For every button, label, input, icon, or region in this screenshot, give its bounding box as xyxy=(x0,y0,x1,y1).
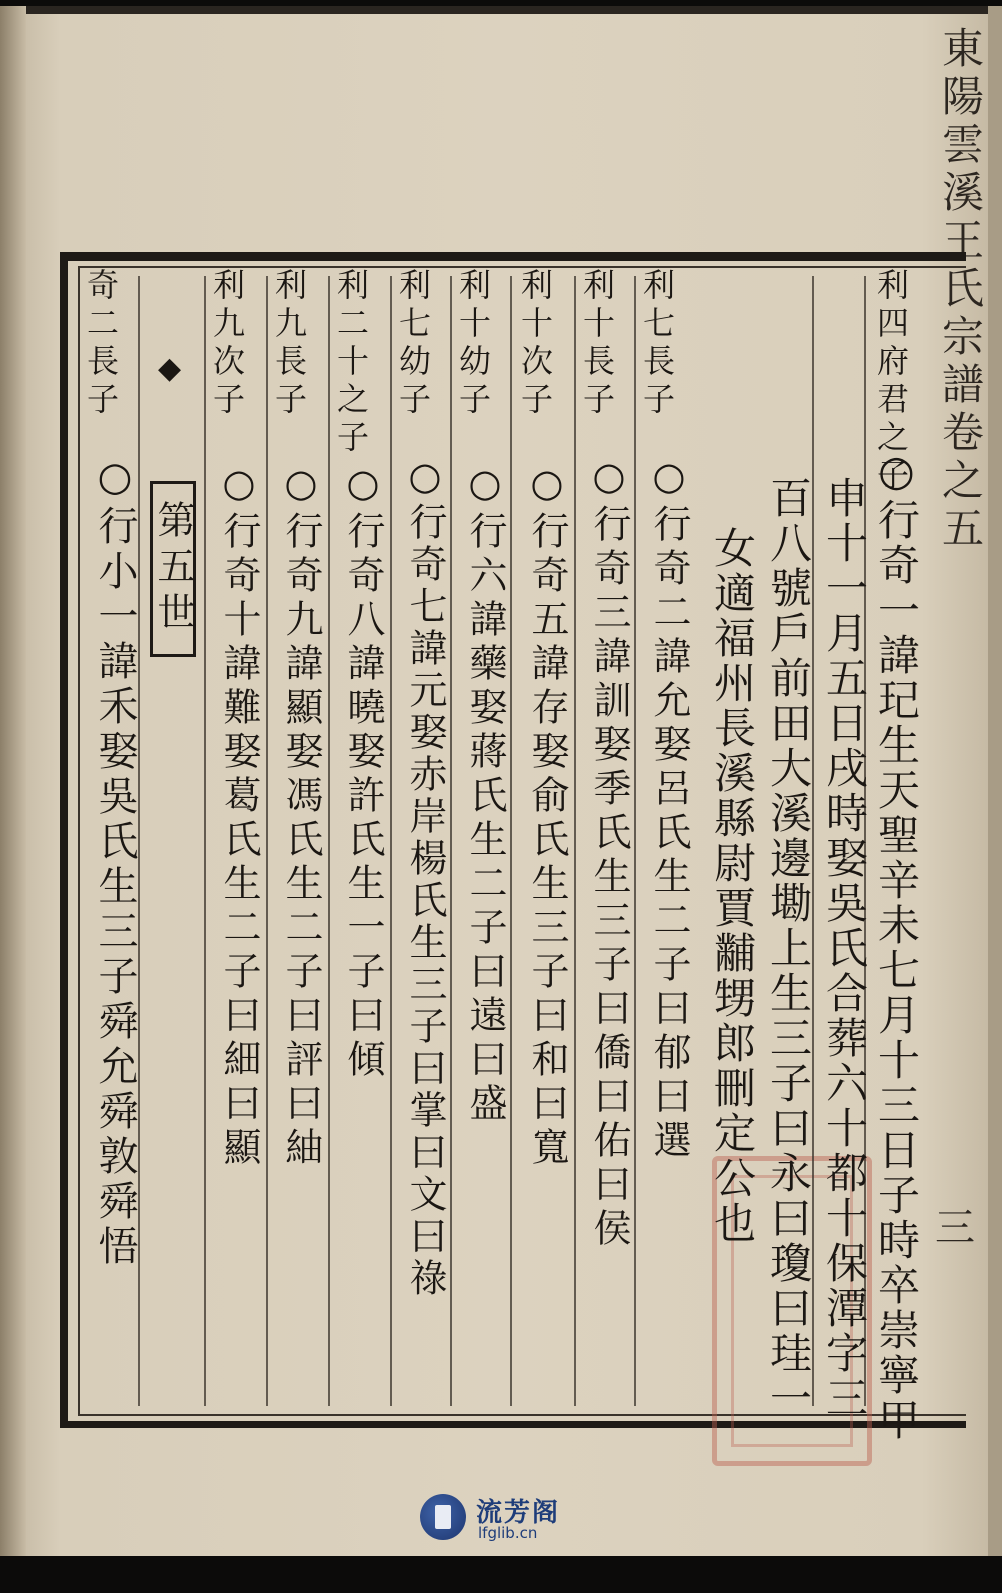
column-12-text: ○行奇十諱難娶葛氏生二子曰細曰顯 xyxy=(217,461,261,1171)
column-6-text: ○行奇三諱訓娶季氏生三子曰僑曰佑曰侯 xyxy=(587,454,631,1252)
column-rule xyxy=(204,276,206,1406)
page-fold-strip xyxy=(988,6,1002,1556)
column-2-text: 申十一月五日戌時娶吳氏合葬六十都十保潭字三 xyxy=(820,476,869,1421)
column-1-relation: 利四府君之子 xyxy=(872,268,910,496)
column-6-relation: 利十長子 xyxy=(578,268,616,420)
column-7-text: ○行奇五諱存娶俞氏生三子曰和曰寬 xyxy=(525,461,569,1171)
column-10-text: ○行奇八諱曉娶許氏生一子曰傾 xyxy=(341,461,385,1083)
genealogy-page xyxy=(0,6,1002,1556)
book-title: 東陽雲溪王氏宗譜 xyxy=(936,26,985,410)
column-5-relation: 利七長子 xyxy=(638,268,676,420)
column-10-relation: 利二十之子 xyxy=(332,268,370,458)
site-watermark xyxy=(420,1492,590,1548)
column-1-text: ○行奇一諱玘生天聖辛未七月十三日子時卒崇寧甲 xyxy=(872,446,921,1443)
column-9-text: ○行奇七諱元娶赤岸楊氏生三子曰掌曰文曰祿 xyxy=(403,454,447,1300)
column-13-text: ○行小一諱禾娶吳氏生三子舜允舜敦舜悟 xyxy=(92,454,138,1270)
ink-mark-icon: ◆ xyxy=(158,351,182,386)
column-12-relation: 利九次子 xyxy=(208,268,246,420)
volume-label: 卷之五 xyxy=(936,410,985,554)
generation-label: 第五世 xyxy=(150,481,196,657)
column-4-text: 女適福州長溪縣尉賈黼甥郎刪定公也 xyxy=(708,526,757,1246)
page-top-edge xyxy=(0,6,1002,14)
page-number: 三 xyxy=(935,1205,975,1251)
column-8-text: ○行六諱藥娶蔣氏生二子曰遠曰盛 xyxy=(463,461,507,1127)
column-3-text: 百八號戶前田大溪邊墈上生三子曰永曰瓊曰珪一 xyxy=(764,476,813,1421)
watermark-url: lfglib.cn xyxy=(478,1524,538,1542)
column-11-text: ○行奇九諱顯娶馮氏生二子曰評曰紬 xyxy=(279,461,323,1171)
watermark-name: 流芳阁 xyxy=(476,1498,561,1528)
column-13-relation: 奇二長子 xyxy=(82,268,120,420)
column-9-relation: 利七幼子 xyxy=(394,268,432,420)
column-8-relation: 利十幼子 xyxy=(454,268,492,420)
book-binding xyxy=(0,6,26,1556)
book-logo-icon xyxy=(420,1494,466,1540)
column-5-text: ○行奇二諱允娶呂氏生二子曰郁曰選 xyxy=(647,454,691,1164)
column-7-relation: 利十次子 xyxy=(516,268,554,420)
column-11-relation: 利九長子 xyxy=(270,268,308,420)
